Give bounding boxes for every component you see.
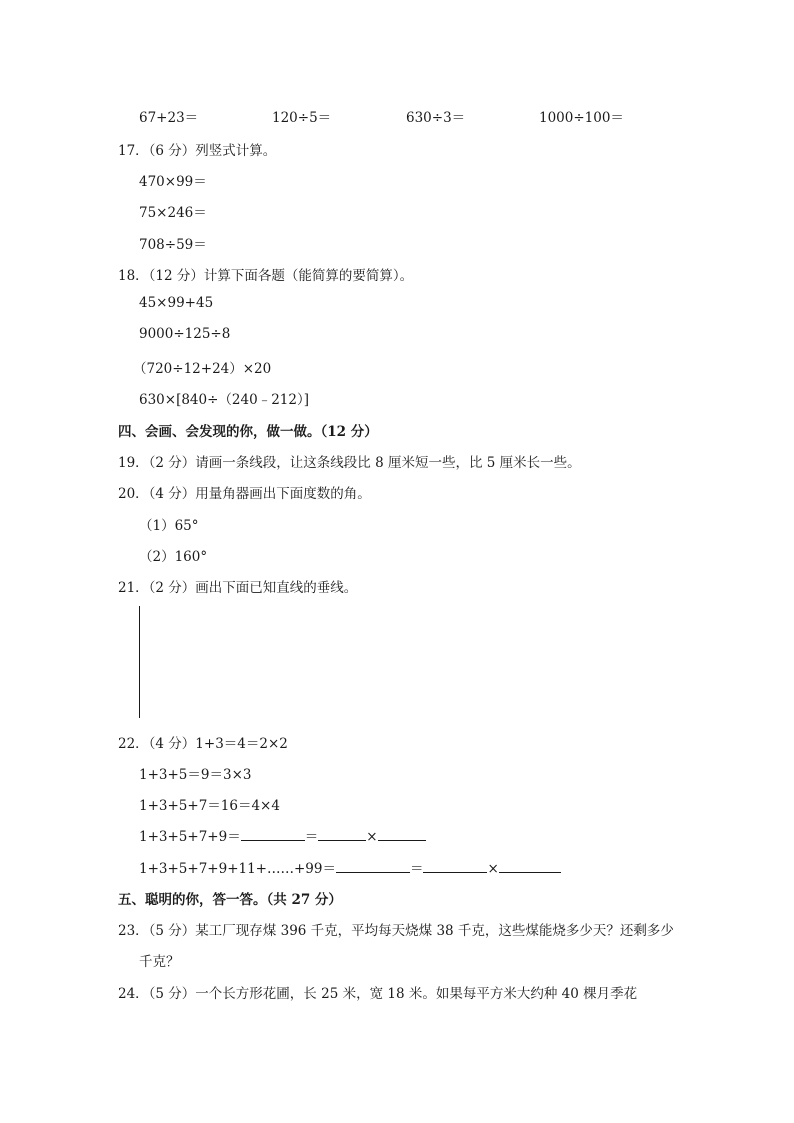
q18-title: 18．（12 分）计算下面各题（能简算的要简算）。 bbox=[118, 268, 414, 284]
q22-line-1: 22．（4 分）1+3＝4＝2×2 bbox=[118, 736, 288, 752]
q22-line-2: 1+3+5＝9＝3×3 bbox=[139, 767, 252, 783]
times-sign: × bbox=[487, 861, 499, 877]
q20-item-2: （2）160° bbox=[139, 549, 208, 565]
q23-line-1: 23．（5 分）某工厂现存煤 396 千克，平均每天烧煤 38 千克，这些煤能烧多少天？还剩多少 bbox=[118, 923, 674, 939]
q22-line-4 bbox=[139, 825, 426, 845]
section-4-heading: 四、会画、会发现的你，做一做。（12 分） bbox=[118, 424, 378, 440]
answer-blank[interactable] bbox=[336, 860, 410, 873]
answer-blank[interactable] bbox=[499, 860, 561, 873]
q22-line-5 bbox=[139, 857, 561, 877]
q19: 19．（2 分）请画一条线段，让这条线段比 8 厘米短一些，比 5 厘米长一些。 bbox=[118, 455, 581, 471]
q17-item-3: 708÷59＝ bbox=[139, 237, 207, 253]
q18-item-4: 630×[840÷（240﹣212）] bbox=[139, 392, 309, 408]
q18-item-2: 9000÷125÷8 bbox=[139, 326, 231, 342]
q20-title: 20．（4 分）用量角器画出下面度数的角。 bbox=[118, 486, 371, 502]
equals-sign: ＝ bbox=[304, 829, 319, 845]
q23-line-2: 千克？ bbox=[139, 954, 180, 970]
given-straight-line bbox=[139, 606, 140, 718]
answer-blank[interactable] bbox=[241, 828, 305, 841]
q17-item-2: 75×246＝ bbox=[139, 205, 207, 221]
q16-item-4: 1000÷100＝ bbox=[539, 110, 624, 126]
answer-blank[interactable] bbox=[423, 860, 487, 873]
q18-item-1: 45×99+45 bbox=[139, 295, 214, 311]
q17-title: 17．（6 分）列竖式计算。 bbox=[118, 143, 277, 159]
q22-line-3: 1+3+5+7＝16＝4×4 bbox=[139, 798, 280, 814]
q16-item-2: 120÷5＝ bbox=[272, 110, 332, 126]
q16-item-1: 67+23＝ bbox=[139, 110, 199, 126]
q21: 21．（2 分）画出下面已知直线的垂线。 bbox=[118, 580, 358, 596]
q24: 24．（5 分）一个长方形花圃，长 25 米，宽 18 米。如果每平方米大约种 40 棵月季花 bbox=[118, 986, 638, 1002]
times-sign: × bbox=[366, 829, 378, 845]
equals-sign: ＝ bbox=[409, 861, 424, 877]
answer-blank[interactable] bbox=[318, 828, 366, 841]
q22-line-5-prefix: 1+3+5+7+9+11+……+99＝ bbox=[139, 861, 336, 877]
q20-item-1: （1）65° bbox=[139, 518, 199, 534]
answer-blank[interactable] bbox=[378, 828, 426, 841]
q17-item-1: 470×99＝ bbox=[139, 174, 207, 190]
q22-line-4-prefix: 1+3+5+7+9＝ bbox=[139, 829, 241, 845]
q18-item-3: （720÷12+24）×20 bbox=[133, 361, 272, 377]
q16-item-3: 630÷3＝ bbox=[406, 110, 466, 126]
section-5-heading: 五、聪明的你，答一答。（共 27 分） bbox=[118, 892, 342, 908]
